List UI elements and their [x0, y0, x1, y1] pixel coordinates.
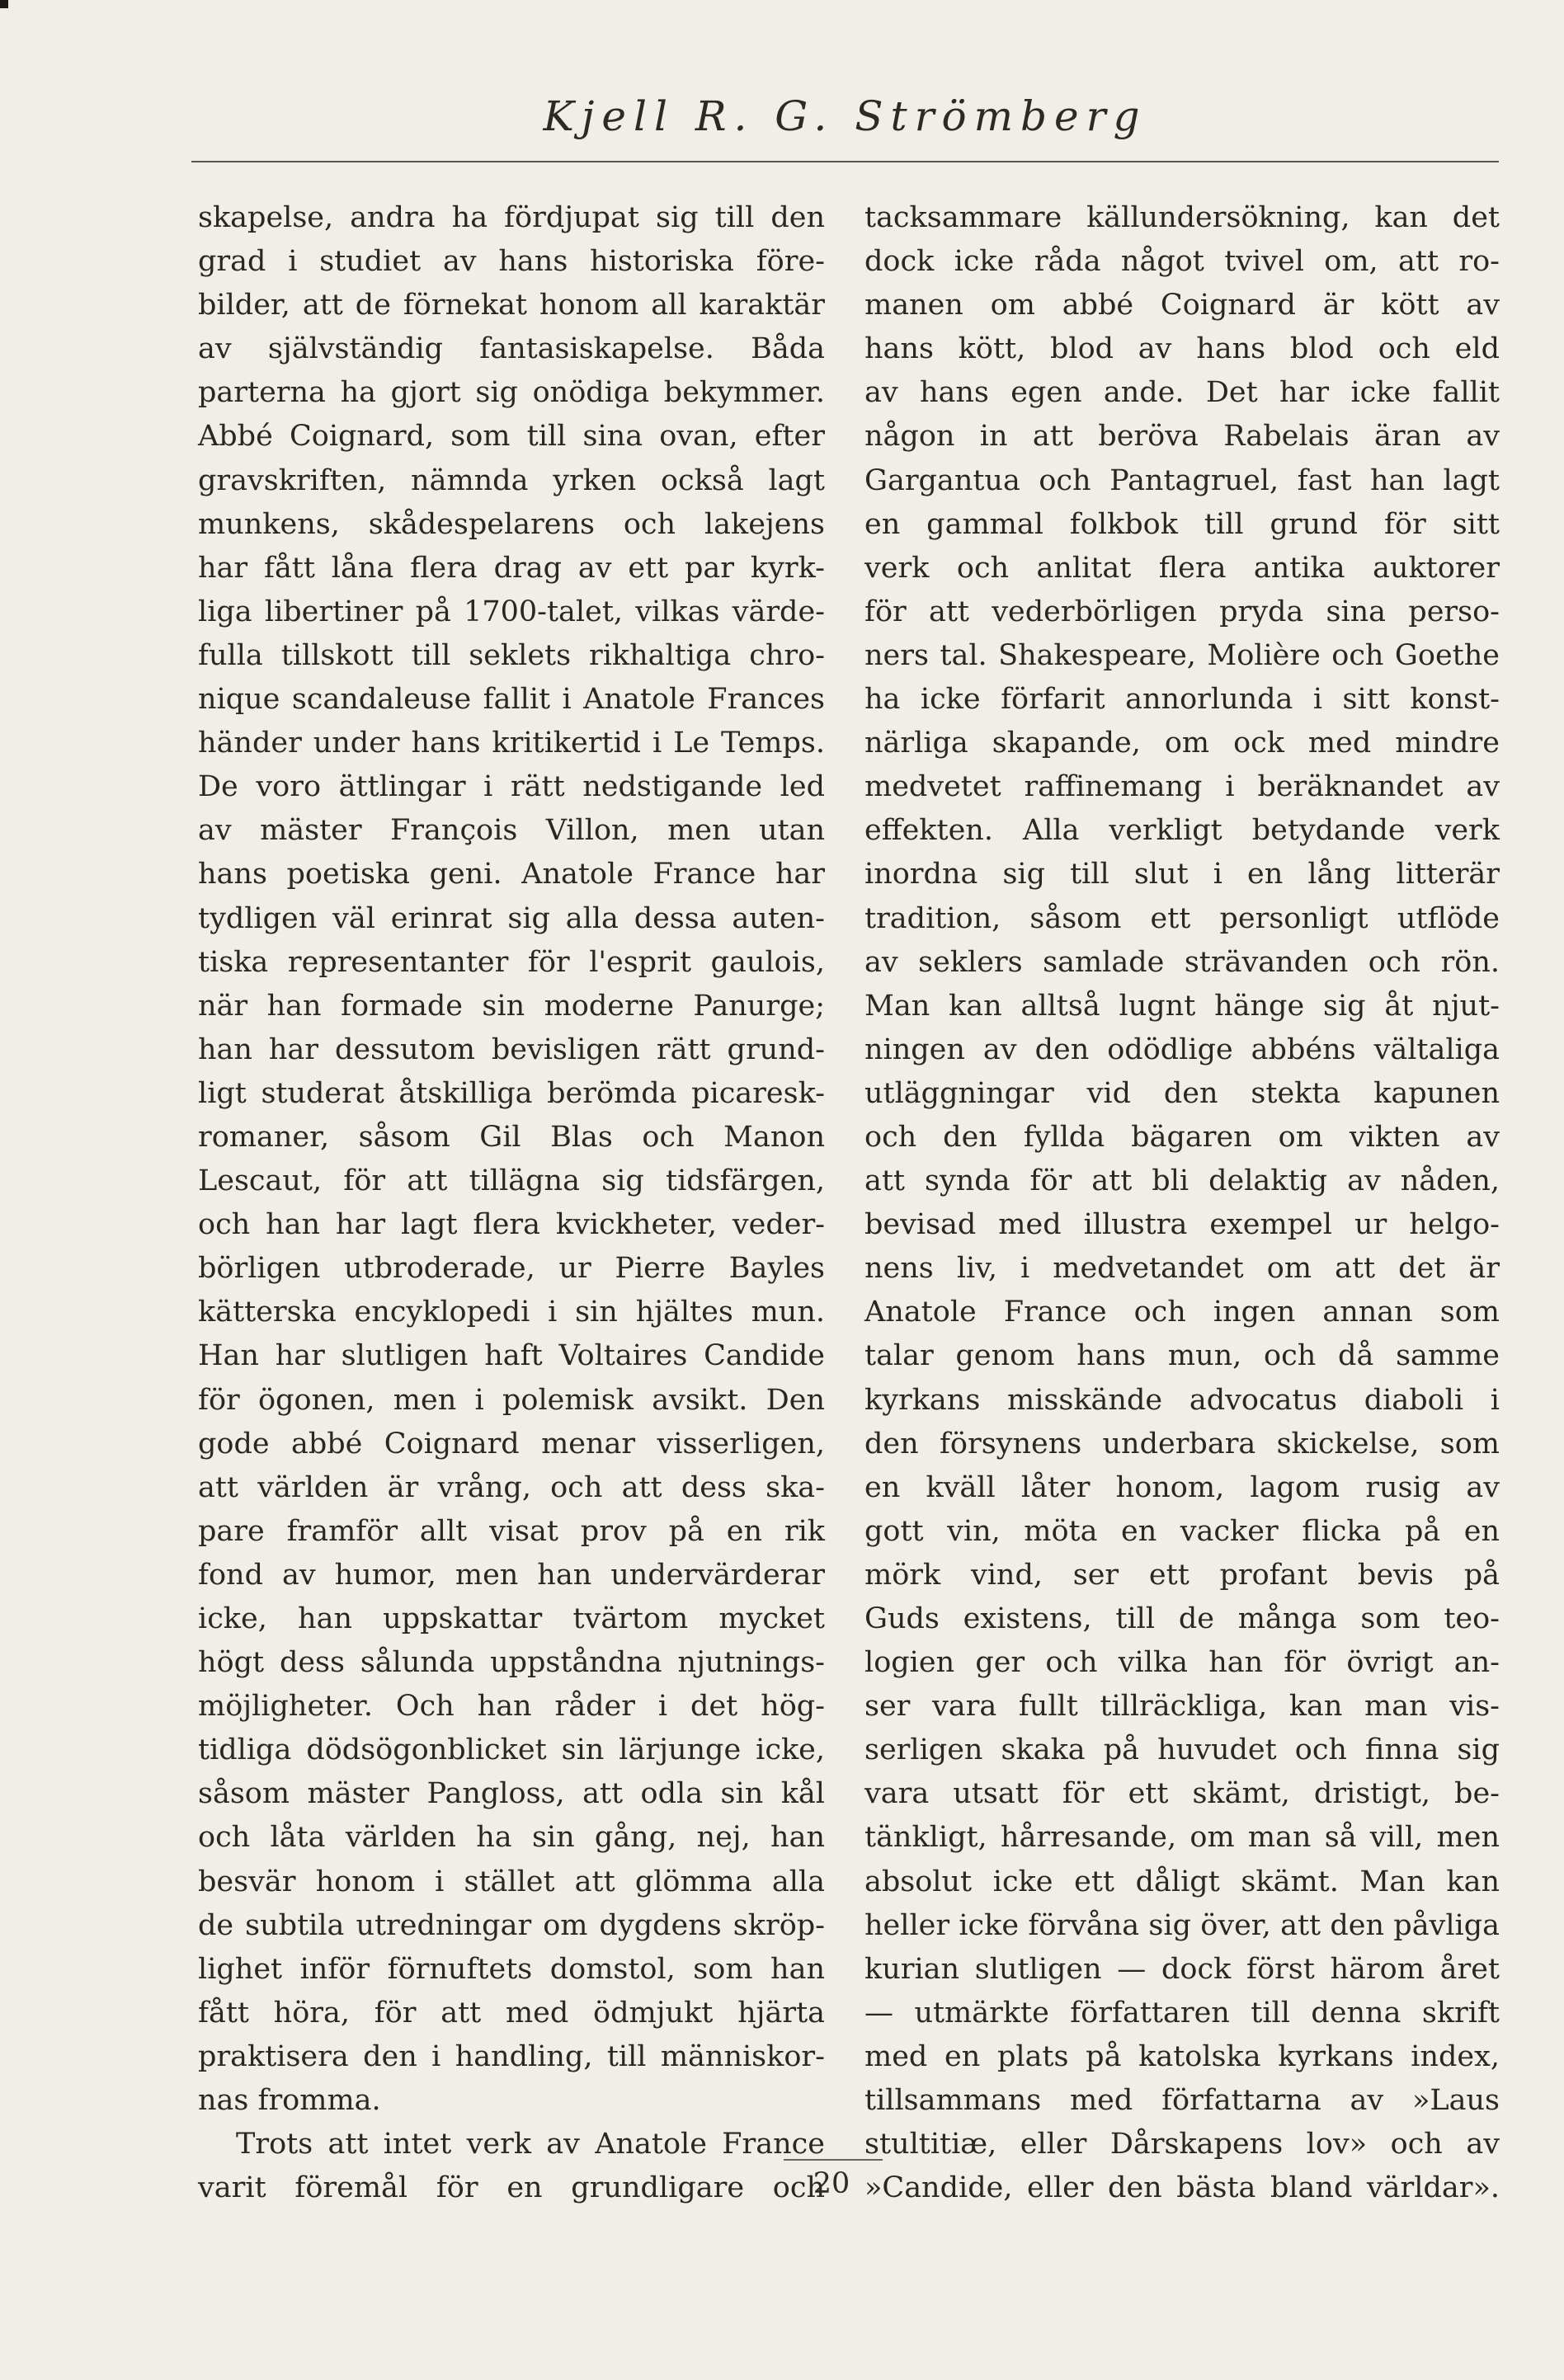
text-line: dock icke råda något tvivel om, att ro- [864, 245, 1500, 279]
text-line: en kväll låter honom, lagom rusig av [864, 1470, 1500, 1504]
text-line: tiska representanter för l'esprit gaulois, [198, 945, 825, 979]
text-line: tänkligt, hårresande, om man så vill, men [864, 1821, 1500, 1855]
text-line: tacksammare källundersökning, kan det [864, 201, 1500, 234]
page-number-rule [784, 2159, 883, 2161]
text-line: och den fyllda bägaren om vikten av [864, 1120, 1500, 1154]
text-line: pare framför allt visat prov på en rik [198, 1514, 825, 1548]
text-line: medvetet raffinemang i beräknandet av [864, 770, 1500, 804]
text-line: börligen utbroderade, ur Pierre Bayles [198, 1252, 825, 1286]
text-line: ningen av den odödlige abbéns vältaliga [864, 1032, 1500, 1066]
text-line: gode abbé Coignard menar visserligen, [198, 1427, 825, 1460]
text-line: stultitiæ, eller Dårskapens lov» och av [864, 2128, 1500, 2161]
text-line: fått höra, för att med ödmjukt hjärta [198, 1996, 825, 2030]
text-line: lighet inför förnuftets domstol, som han [198, 1952, 825, 1986]
text-line: nens liv, i medvetandet om att det är [864, 1252, 1500, 1286]
text-line: av mäster François Villon, men utan [198, 814, 825, 848]
running-head: Kjell R. G. Strömberg [543, 92, 1147, 140]
text-line: logien ger och vilka han för övrigt an- [864, 1646, 1500, 1680]
text-line: mörk vind, ser ett profant bevis på [864, 1558, 1500, 1592]
text-line: en gammal folkbok till grund för sitt [864, 507, 1500, 541]
header-rule [191, 161, 1499, 162]
text-line: tradition, såsom ett personligt utflöde [864, 901, 1500, 935]
corner-mark [0, 0, 8, 8]
text-line: bilder, att de förnekat honom all karaktär [198, 289, 825, 322]
text-line: liga libertiner på 1700-talet, vilkas värde- [198, 595, 825, 628]
text-line: »Candide, eller den bästa bland världar». [864, 2171, 1500, 2205]
text-line: besvär honom i stället att glömma alla [198, 1865, 825, 1898]
text-line: gott vin, möta en vacker flicka på en [864, 1514, 1500, 1548]
text-line: heller icke förvåna sig över, att den påvliga [864, 1908, 1500, 1942]
text-line: tidliga dödsögonblicket sin lärjunge icke, [198, 1733, 825, 1767]
text-line: händer under hans kritikertid i Le Temps. [198, 727, 825, 760]
text-line: med en plats på katolska kyrkans index, [864, 2039, 1500, 2073]
text-line: effekten. Alla verkligt betydande verk [864, 814, 1500, 848]
text-line: närliga skapande, om ock med mindre [864, 727, 1500, 760]
text-line: gravskriften, nämnda yrken också lagt [198, 463, 825, 497]
text-line: grad i studiet av hans historiska före- [198, 245, 825, 279]
paragraph-start-line: Trots att intet verk av Anatole France [236, 2128, 825, 2161]
text-line: att synda för att bli delaktig av nåden, [864, 1164, 1500, 1198]
text-line: kyrkans misskände advocatus diaboli i [864, 1383, 1500, 1417]
text-line: för att vederbörligen pryda sina perso- [864, 595, 1500, 628]
text-line: skapelse, andra ha fördjupat sig till den [198, 201, 825, 234]
text-line: Man kan alltså lugnt hänge sig åt njut- [864, 989, 1500, 1023]
text-line: ser vara fullt tillräckliga, kan man vis- [864, 1690, 1500, 1724]
text-line: parterna ha gjort sig onödiga bekymmer. [198, 376, 825, 410]
text-line: tydligen väl erinrat sig alla dessa auten- [198, 901, 825, 935]
text-line: utläggningar vid den stekta kapunen [864, 1076, 1500, 1110]
text-line: verk och anlitat flera antika auktorer [864, 551, 1500, 585]
text-line: Guds existens, till de många som teo- [864, 1602, 1500, 1635]
text-line: fulla tillskott till seklets rikhaltiga chro- [198, 638, 825, 672]
text-line: absolut icke ett dåligt skämt. Man kan [864, 1865, 1500, 1898]
text-line: Han har slutligen haft Voltaires Candide [198, 1339, 825, 1373]
text-line: den försynens underbara skickelse, som [864, 1427, 1500, 1460]
text-line: Anatole France och ingen annan som [864, 1296, 1500, 1329]
text-line: de subtila utredningar om dygdens skröp- [198, 1908, 825, 1942]
text-line: han har dessutom bevisligen rätt grund- [198, 1032, 825, 1066]
text-line: Abbé Coignard, som till sina ovan, efter [198, 420, 825, 454]
text-line: någon in att beröva Rabelais äran av [864, 420, 1500, 454]
text-line: nas fromma. [198, 2084, 381, 2118]
text-line: att världen är vrång, och att dess ska- [198, 1470, 825, 1504]
text-line: romaner, såsom Gil Blas och Manon [198, 1120, 825, 1154]
text-line: kätterska encyklopedi i sin hjältes mun. [198, 1296, 825, 1329]
text-line: varit föremål för en grundligare och [198, 2171, 825, 2205]
text-line: nique scandaleuse fallit i Anatole Frances [198, 683, 825, 717]
text-line: praktisera den i handling, till människor- [198, 2039, 825, 2073]
text-line: för ögonen, men i polemisk avsikt. Den [198, 1383, 825, 1417]
text-line: har fått låna flera drag av ett par kyrk- [198, 551, 825, 585]
text-line: Gargantua och Pantagruel, fast han lagt [864, 463, 1500, 497]
text-line: av självständig fantasiskapelse. Båda [198, 332, 825, 366]
text-line: ners tal. Shakespeare, Molière och Goethe [864, 638, 1500, 672]
left-column [198, 196, 825, 2210]
text-line: när han formade sin moderne Panurge; [198, 989, 825, 1023]
text-line: bevisad med illustra exempel ur helgo- [864, 1208, 1500, 1242]
text-line: tillsammans med författarna av »Laus [864, 2084, 1500, 2118]
text-line: och låta världen ha sin gång, nej, han [198, 1821, 825, 1855]
text-line: hans kött, blod av hans blod och eld [864, 332, 1500, 366]
page-number: 20 [813, 2167, 850, 2200]
text-line: ligt studerat åtskilliga berömda picaresk- [198, 1076, 825, 1110]
text-line: möjligheter. Och han råder i det hög- [198, 1690, 825, 1724]
text-line: icke, han uppskattar tvärtom mycket [198, 1602, 825, 1635]
text-line: fond av humor, men han undervärderar [198, 1558, 825, 1592]
right-column [864, 196, 1500, 2210]
text-line: De voro ättlingar i rätt nedstigande led [198, 770, 825, 804]
text-line: hans poetiska geni. Anatole France har [198, 858, 825, 891]
text-line: av seklers samlade strävanden och rön. [864, 945, 1500, 979]
text-line: talar genom hans mun, och då samme [864, 1339, 1500, 1373]
text-line: munkens, skådespelarens och lakejens [198, 507, 825, 541]
text-line: manen om abbé Coignard är kött av [864, 289, 1500, 322]
text-line: vara utsatt för ett skämt, dristigt, be- [864, 1777, 1500, 1811]
text-line: av hans egen ande. Det har icke fallit [864, 376, 1500, 410]
text-line: serligen skaka på huvudet och finna sig [864, 1733, 1500, 1767]
text-line: Lescaut, för att tillägna sig tidsfärgen, [198, 1164, 825, 1198]
text-line: och han har lagt flera kvickheter, veder- [198, 1208, 825, 1242]
text-line: — utmärkte författaren till denna skrift [864, 1996, 1500, 2030]
text-line: inordna sig till slut i en lång litterär [864, 858, 1500, 891]
text-line: ha icke förfarit annorlunda i sitt konst- [864, 683, 1500, 717]
text-line: kurian slutligen — dock först härom året [864, 1952, 1500, 1986]
text-line: såsom mäster Pangloss, att odla sin kål [198, 1777, 825, 1811]
text-line: högt dess sålunda uppståndna njutnings- [198, 1646, 825, 1680]
